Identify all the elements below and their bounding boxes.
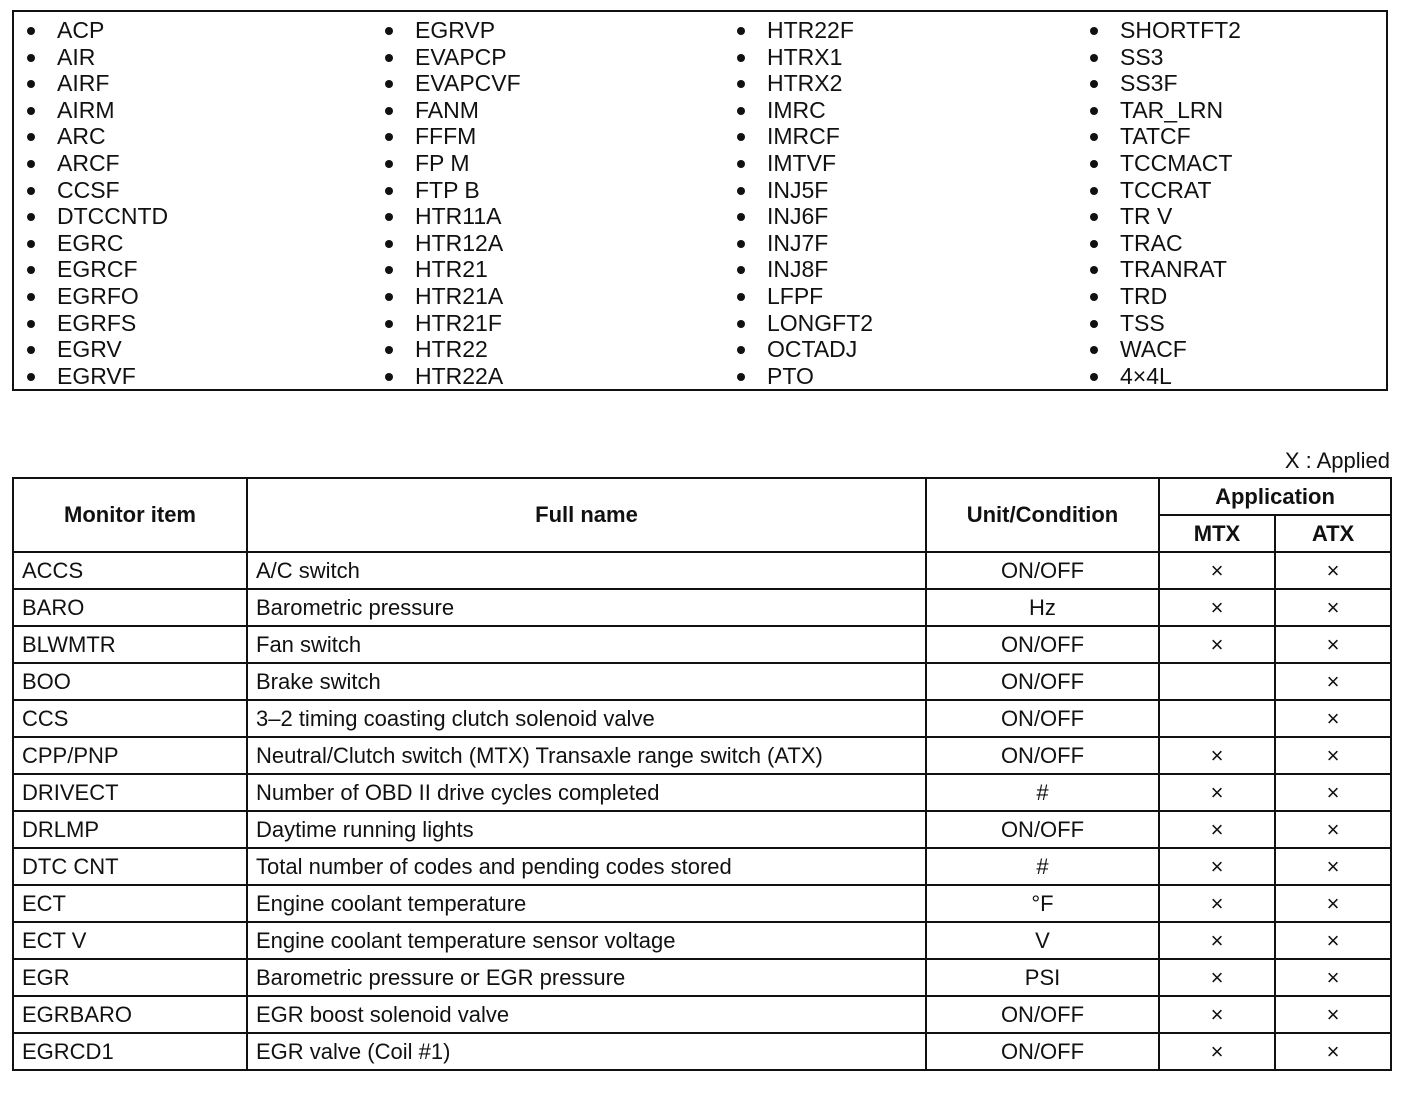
cell-monitor-item: EGR [13, 959, 247, 996]
cell-atx: × [1275, 848, 1391, 885]
list-item-label: ARCF [57, 149, 120, 176]
header-unit-condition: Unit/Condition [926, 478, 1159, 552]
bullet-icon [1090, 213, 1098, 221]
list-item [724, 283, 873, 310]
bullet-icon [1090, 320, 1098, 328]
cell-atx: × [1275, 996, 1391, 1033]
cell-mtx: × [1159, 774, 1275, 811]
list-item [1077, 150, 1241, 177]
list-item-label: SHORTFT2 [1120, 17, 1241, 43]
cell-unit-condition: ON/OFF [926, 1033, 1159, 1070]
cell-full-name: Engine coolant temperature sensor voltage [247, 922, 926, 959]
list-item-label: EGRVF [57, 362, 136, 389]
cell-monitor-item: EGRBARO [13, 996, 247, 1033]
cell-monitor-item: BOO [13, 663, 247, 700]
bullet-icon [737, 293, 745, 301]
bullet-icon [737, 80, 745, 88]
list-item [14, 336, 168, 363]
list-item [724, 256, 873, 283]
list-item-label: HTR22 [415, 336, 488, 363]
list-item-label: AIRM [57, 96, 115, 123]
bullet-icon [1090, 346, 1098, 354]
list-item [14, 123, 168, 150]
list-item [372, 310, 521, 337]
bullet-icon [27, 240, 35, 248]
list-item-label: FP M [415, 149, 470, 176]
list-item-label: PTO [767, 362, 814, 389]
cell-monitor-item: ACCS [13, 552, 247, 589]
bullet-icon [1090, 373, 1098, 381]
bullet-icon [27, 107, 35, 115]
cell-full-name: Engine coolant temperature [247, 885, 926, 922]
cell-atx: × [1275, 626, 1391, 663]
cell-unit-condition: # [926, 774, 1159, 811]
cell-unit-condition: °F [926, 885, 1159, 922]
list-item [724, 177, 873, 204]
cell-unit-condition: ON/OFF [926, 626, 1159, 663]
list-item-label: TRD [1120, 282, 1168, 309]
list-item [372, 97, 521, 124]
header-application: Application [1159, 478, 1391, 515]
list-item [372, 283, 521, 310]
list-item-label: TCCMACT [1120, 149, 1233, 176]
table-row [13, 700, 1391, 737]
cell-unit-condition: PSI [926, 959, 1159, 996]
list-item [724, 203, 873, 230]
list-item [14, 17, 168, 44]
list-item [14, 230, 168, 257]
bullet-icon [385, 373, 393, 381]
bullet-icon [27, 266, 35, 274]
table-row [13, 848, 1391, 885]
list-item [14, 44, 168, 71]
bullet-icon [385, 187, 393, 195]
list-item-label: HTR22F [767, 17, 854, 43]
list-item-label: AIRF [57, 70, 110, 97]
cell-full-name: Number of OBD II drive cycles completed [247, 774, 926, 811]
bullet-icon [1090, 266, 1098, 274]
list-item-label: TATCF [1120, 123, 1191, 150]
list-item-label: LONGFT2 [767, 309, 874, 336]
list-item-label: EGRFS [57, 309, 137, 336]
list-item-label: EGRFO [57, 282, 139, 309]
cell-atx: × [1275, 737, 1391, 774]
list-item [14, 177, 168, 204]
list-item [372, 336, 521, 363]
bullet-icon [385, 266, 393, 274]
list-item [1077, 44, 1241, 71]
cell-full-name: Daytime running lights [247, 811, 926, 848]
table-row [13, 996, 1391, 1033]
bullet-icon [27, 373, 35, 381]
bullet-icon [385, 133, 393, 141]
list-item [14, 97, 168, 124]
monitor-table-wrap [12, 477, 1390, 1071]
table-row [13, 552, 1391, 589]
bullet-icon [385, 27, 393, 35]
cell-atx: × [1275, 885, 1391, 922]
cell-atx: × [1275, 700, 1391, 737]
list-item-label: EVAPCVF [415, 70, 521, 97]
bullet-icon [27, 133, 35, 141]
bullet-icon [737, 346, 745, 354]
bullet-icon [737, 266, 745, 274]
list-item [372, 363, 521, 390]
bullet-icon [737, 133, 745, 141]
cell-atx: × [1275, 959, 1391, 996]
table-row [13, 737, 1391, 774]
list-item [14, 150, 168, 177]
monitor-item-list [12, 10, 1388, 391]
bullet-icon [27, 54, 35, 62]
list-item [1077, 97, 1241, 124]
cell-mtx: × [1159, 589, 1275, 626]
cell-mtx: × [1159, 626, 1275, 663]
bullet-icon [1090, 293, 1098, 301]
list-item-label: INJ5F [767, 176, 829, 203]
list-item [1077, 177, 1241, 204]
list-item-label: IMRCF [767, 123, 840, 150]
bullet-icon [27, 27, 35, 35]
list-column-1 [14, 17, 168, 389]
cell-atx: × [1275, 811, 1391, 848]
list-item-label: HTR11A [415, 203, 502, 230]
cell-monitor-item: DRIVECT [13, 774, 247, 811]
list-item-label: ARC [57, 123, 106, 150]
cell-unit-condition: Hz [926, 589, 1159, 626]
list-item [14, 363, 168, 390]
bullet-icon [737, 107, 745, 115]
cell-full-name: EGR valve (Coil #1) [247, 1033, 926, 1070]
list-item [724, 44, 873, 71]
cell-atx: × [1275, 589, 1391, 626]
cell-full-name: Fan switch [247, 626, 926, 663]
cell-monitor-item: DRLMP [13, 811, 247, 848]
bullet-icon [27, 320, 35, 328]
cell-monitor-item: EGRCD1 [13, 1033, 247, 1070]
bullet-icon [737, 27, 745, 35]
cell-full-name: Total number of codes and pending codes stored [247, 848, 926, 885]
list-item-label: IMTVF [767, 149, 836, 176]
list-item [724, 17, 873, 44]
cell-atx: × [1275, 663, 1391, 700]
bullet-icon [385, 80, 393, 88]
list-item [372, 150, 521, 177]
bullet-icon [27, 80, 35, 88]
cell-full-name: Barometric pressure [247, 589, 926, 626]
cell-mtx: × [1159, 848, 1275, 885]
table-row [13, 885, 1391, 922]
cell-unit-condition: ON/OFF [926, 663, 1159, 700]
bullet-icon [27, 160, 35, 168]
cell-full-name: Brake switch [247, 663, 926, 700]
bullet-icon [385, 213, 393, 221]
list-item-label: FANM [415, 96, 479, 123]
cell-monitor-item: ECT V [13, 922, 247, 959]
cell-unit-condition: # [926, 848, 1159, 885]
list-item-label: EGRV [57, 336, 122, 363]
list-item-label: HTRX2 [767, 70, 843, 97]
bullet-icon [737, 187, 745, 195]
list-item [372, 44, 521, 71]
list-item [724, 230, 873, 257]
list-item-label: CCSF [57, 176, 120, 203]
list-item-label: INJ8F [767, 256, 829, 283]
list-column-4 [1077, 17, 1241, 389]
cell-atx: × [1275, 774, 1391, 811]
list-item-label: DTCCNTD [57, 203, 169, 230]
header-atx: ATX [1275, 515, 1391, 552]
cell-monitor-item: DTC CNT [13, 848, 247, 885]
list-item-label: ACP [57, 17, 105, 43]
bullet-icon [385, 293, 393, 301]
list-item [1077, 363, 1241, 390]
cell-atx: × [1275, 922, 1391, 959]
bullet-icon [27, 293, 35, 301]
bullet-icon [385, 54, 393, 62]
cell-unit-condition: V [926, 922, 1159, 959]
bullet-icon [737, 373, 745, 381]
list-item-label: TAR_LRN [1120, 96, 1224, 123]
bullet-icon [737, 213, 745, 221]
list-item [1077, 123, 1241, 150]
list-item [1077, 310, 1241, 337]
list-item-label: TR V [1120, 203, 1173, 230]
list-item [1077, 203, 1241, 230]
list-item-label: FTP B [415, 176, 480, 203]
list-item [1077, 70, 1241, 97]
bullet-icon [385, 240, 393, 248]
list-item [724, 363, 873, 390]
cell-mtx [1159, 700, 1275, 737]
table-row [13, 663, 1391, 700]
bullet-icon [1090, 54, 1098, 62]
list-item-label: FFFM [415, 123, 477, 150]
list-item-label: TSS [1120, 309, 1165, 336]
header-mtx: MTX [1159, 515, 1275, 552]
cell-mtx: × [1159, 737, 1275, 774]
list-item-label: EGRC [57, 229, 124, 256]
bullet-icon [385, 107, 393, 115]
header-full-name: Full name [247, 478, 926, 552]
list-item [1077, 256, 1241, 283]
bullet-icon [737, 54, 745, 62]
list-item-label: HTR22A [415, 362, 504, 389]
list-item-label: INJ7F [767, 229, 829, 256]
list-item [14, 310, 168, 337]
list-item-label: TCCRAT [1120, 176, 1212, 203]
cell-unit-condition: ON/OFF [926, 737, 1159, 774]
list-item-label: TRAC [1120, 229, 1183, 256]
bullet-icon [385, 160, 393, 168]
bullet-icon [27, 187, 35, 195]
cell-atx: × [1275, 1033, 1391, 1070]
list-item-label: AIR [57, 43, 96, 70]
list-item [14, 256, 168, 283]
monitor-table [12, 477, 1392, 1071]
cell-mtx: × [1159, 552, 1275, 589]
bullet-icon [27, 346, 35, 354]
cell-mtx: × [1159, 996, 1275, 1033]
list-column-3 [724, 17, 873, 389]
list-item-label: HTR12A [415, 229, 504, 256]
bullet-icon [1090, 187, 1098, 195]
list-item-label: EGRCF [57, 256, 138, 283]
cell-monitor-item: CCS [13, 700, 247, 737]
list-item-label: EVAPCP [415, 43, 507, 70]
bullet-icon [1090, 240, 1098, 248]
list-item [372, 123, 521, 150]
bullet-icon [385, 346, 393, 354]
bullet-icon [27, 213, 35, 221]
table-row [13, 959, 1391, 996]
bullet-icon [1090, 80, 1098, 88]
cell-unit-condition: ON/OFF [926, 996, 1159, 1033]
cell-monitor-item: ECT [13, 885, 247, 922]
list-item-label: HTR21 [415, 256, 488, 283]
cell-mtx: × [1159, 959, 1275, 996]
list-item [724, 150, 873, 177]
list-item [1077, 230, 1241, 257]
cell-mtx: × [1159, 1033, 1275, 1070]
table-row [13, 922, 1391, 959]
list-item-label: TRANRAT [1120, 256, 1227, 283]
cell-mtx [1159, 663, 1275, 700]
list-item [14, 203, 168, 230]
list-item [724, 97, 873, 124]
list-item [372, 230, 521, 257]
list-item-label: 4×4L [1120, 362, 1172, 389]
bullet-icon [1090, 133, 1098, 141]
list-item [724, 310, 873, 337]
list-item-label: WACF [1120, 336, 1187, 363]
table-row [13, 589, 1391, 626]
cell-atx: × [1275, 552, 1391, 589]
bullet-icon [1090, 27, 1098, 35]
list-item [372, 256, 521, 283]
bullet-icon [737, 160, 745, 168]
list-item-label: HTR21A [415, 282, 504, 309]
cell-monitor-item: BLWMTR [13, 626, 247, 663]
list-item [372, 17, 521, 44]
list-item [724, 70, 873, 97]
list-item-label: SS3F [1120, 70, 1178, 97]
list-item [724, 336, 873, 363]
list-item-label: IMRC [767, 96, 826, 123]
list-item [724, 123, 873, 150]
table-row [13, 626, 1391, 663]
list-item [372, 203, 521, 230]
list-item-label: HTRX1 [767, 43, 843, 70]
bullet-icon [1090, 160, 1098, 168]
list-item [1077, 336, 1241, 363]
list-item [14, 283, 168, 310]
list-item [372, 177, 521, 204]
header-monitor-item: Monitor item [13, 478, 247, 552]
list-item [14, 70, 168, 97]
table-row [13, 811, 1391, 848]
cell-full-name: 3–2 timing coasting clutch solenoid valve [247, 700, 926, 737]
cell-unit-condition: ON/OFF [926, 700, 1159, 737]
list-item-label: HTR21F [415, 309, 502, 336]
cell-monitor-item: CPP/PNP [13, 737, 247, 774]
list-item-label: EGRVP [415, 17, 496, 43]
cell-full-name: Neutral/Clutch switch (MTX) Transaxle range switch (ATX) [247, 737, 926, 774]
cell-monitor-item: BARO [13, 589, 247, 626]
cell-mtx: × [1159, 885, 1275, 922]
list-item-label: LFPF [767, 282, 824, 309]
list-item [1077, 17, 1241, 44]
cell-mtx: × [1159, 922, 1275, 959]
table-row [13, 774, 1391, 811]
list-column-2 [372, 17, 521, 389]
cell-full-name: Barometric pressure or EGR pressure [247, 959, 926, 996]
cell-mtx: × [1159, 811, 1275, 848]
bullet-icon [385, 320, 393, 328]
cell-unit-condition: ON/OFF [926, 811, 1159, 848]
applied-legend: X : Applied [1284, 448, 1390, 473]
list-item [372, 70, 521, 97]
table-row [13, 1033, 1391, 1070]
list-item-label: OCTADJ [767, 336, 858, 363]
list-item [1077, 283, 1241, 310]
cell-full-name: A/C switch [247, 552, 926, 589]
list-item-label: INJ6F [767, 203, 829, 230]
cell-full-name: EGR boost solenoid valve [247, 996, 926, 1033]
bullet-icon [737, 320, 745, 328]
cell-unit-condition: ON/OFF [926, 552, 1159, 589]
bullet-icon [737, 240, 745, 248]
table-body [13, 552, 1391, 1070]
list-item-label: SS3 [1120, 43, 1164, 70]
bullet-icon [1090, 107, 1098, 115]
